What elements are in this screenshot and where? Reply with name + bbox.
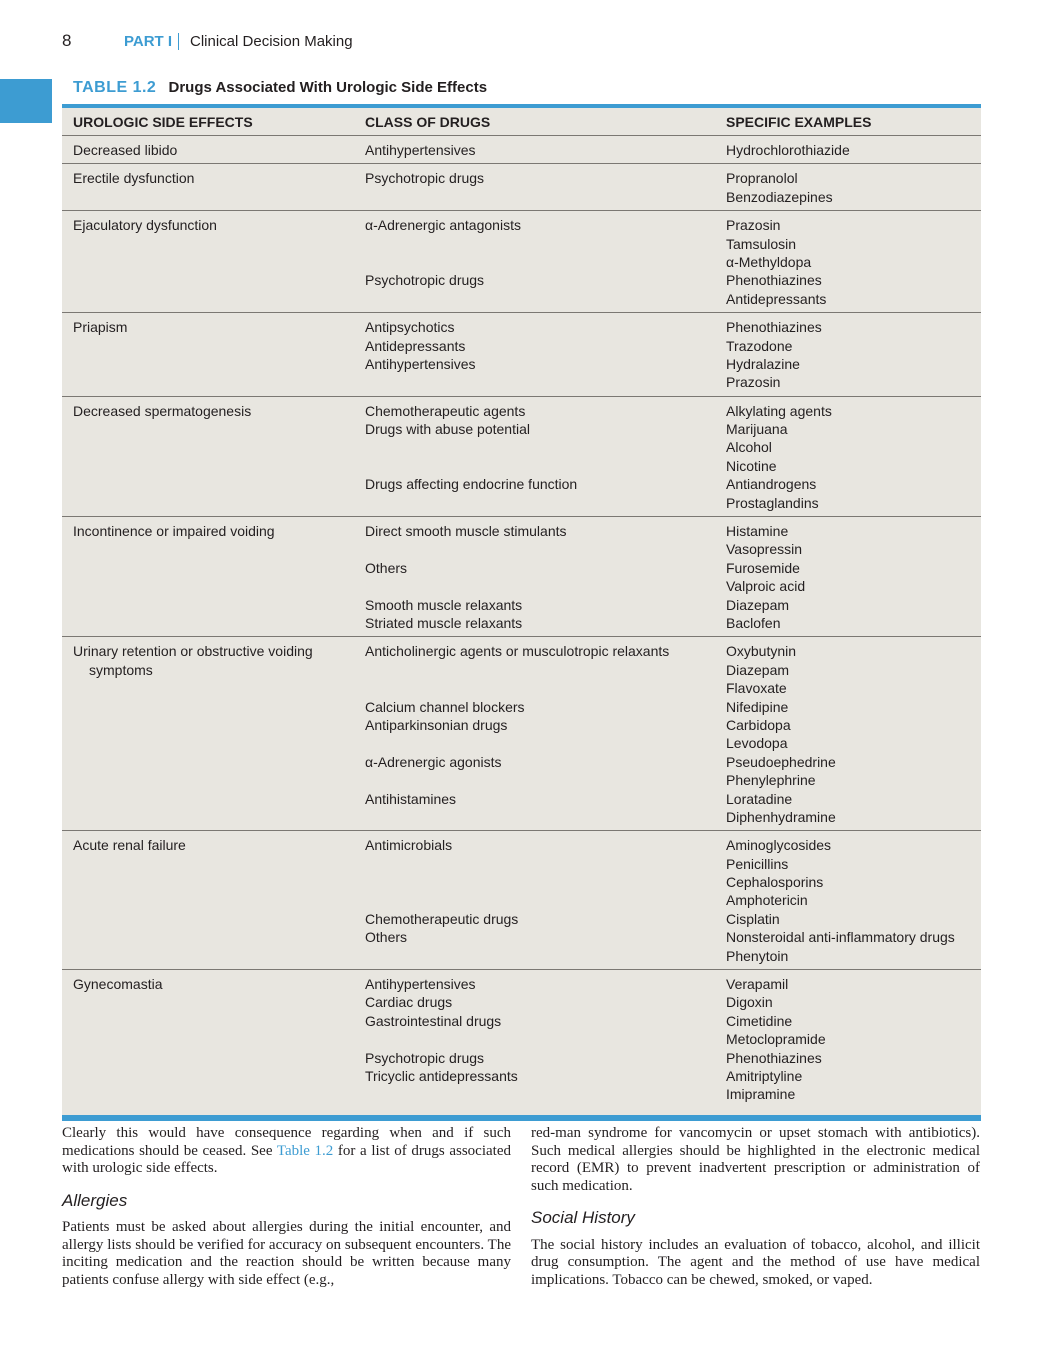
examples-cell-line: Phenytoin xyxy=(726,947,789,964)
drug-class-cell-line: Drugs with abuse potential xyxy=(365,421,530,438)
examples-cell xyxy=(715,836,981,965)
page-number: 8 xyxy=(62,31,72,50)
drug-class-cell-line xyxy=(365,808,715,826)
examples-cell-line: α-Methyldopa xyxy=(726,253,812,270)
effect-cell xyxy=(62,975,354,1104)
drug-class-cell-line xyxy=(365,734,715,752)
examples-cell-line: Nifedipine xyxy=(726,698,789,715)
drug-class-cell-line: Smooth muscle relaxants xyxy=(365,596,523,613)
examples-cell-line: Vasopressin xyxy=(726,541,803,558)
effect-cell-line: Priapism xyxy=(73,319,128,336)
table-row xyxy=(62,831,981,970)
effect-cell-line: Urinary retention or obstructive voiding xyxy=(73,643,313,660)
table-title: Drugs Associated With Urologic Side Effects xyxy=(168,79,488,96)
drug-class-cell-line xyxy=(365,855,715,873)
examples-cell-line: Valproic acid xyxy=(726,578,806,595)
drug-class-cell-line xyxy=(365,253,715,271)
examples-cell xyxy=(715,169,981,206)
drug-class-cell-line: Calcium channel blockers xyxy=(365,698,525,715)
drug-class-cell-line: Antipsychotics xyxy=(365,319,455,336)
right-text-column xyxy=(531,1125,980,1289)
examples-cell-line: Diphenhydramine xyxy=(726,808,836,825)
examples-cell-line: Amitriptyline xyxy=(726,1067,803,1084)
intro-text-end: for a list of drugs associated with urologic side effects. xyxy=(62,1142,511,1176)
drug-class-cell-line xyxy=(365,235,715,253)
drug-class-cell-line: Tricyclic antidepressants xyxy=(365,1067,518,1084)
examples-cell-line: Prazosin xyxy=(726,217,781,234)
effect-cell-line: Acute renal failure xyxy=(73,837,186,854)
drug-class-cell-line: Antidepressants xyxy=(365,337,466,354)
drug-class-cell-line xyxy=(365,891,715,909)
drug-class-cell-line: Others xyxy=(365,929,408,946)
drug-class-cell-line xyxy=(365,771,715,789)
examples-cell xyxy=(715,402,981,512)
effect-cell xyxy=(62,318,354,392)
drug-class-cell-line xyxy=(365,947,715,965)
examples-cell-line: Histamine xyxy=(726,523,789,540)
examples-cell-line: Phenylephrine xyxy=(726,772,816,789)
effect-cell-line: Decreased spermatogenesis xyxy=(73,402,252,419)
table-row xyxy=(62,397,981,517)
allergies-paragraph: Patients must be asked about allergies during the initial encounter, and allergy lists should be verified for accuracy on subsequent encounters. The inciting medication and the reaction should be written because many patients confuse allergy with side effect (e.g., xyxy=(62,1219,511,1288)
drug-class-cell-line xyxy=(365,457,715,475)
examples-cell-line: Verapamil xyxy=(726,976,789,993)
drug-class-cell-line xyxy=(365,438,715,456)
examples-cell-line: Phenothiazines xyxy=(726,319,822,336)
drug-class-cell xyxy=(354,216,715,308)
effect-cell-line: Erectile dysfunction xyxy=(73,170,195,187)
examples-cell-line: Cephalosporins xyxy=(726,874,824,891)
drug-class-cell-line xyxy=(365,661,715,679)
drug-class-cell-line: Drugs affecting endocrine function xyxy=(365,476,578,493)
table-reference-link[interactable]: Table 1.2 xyxy=(276,1142,334,1159)
table-header-row xyxy=(62,108,981,136)
table-row xyxy=(62,211,981,313)
examples-cell-line: Trazodone xyxy=(726,337,793,354)
effect-cell xyxy=(62,836,354,965)
drug-class-cell xyxy=(354,141,715,159)
examples-cell-line: Aminoglycosides xyxy=(726,837,832,854)
drug-class-cell-line: Antihypertensives xyxy=(365,355,476,372)
table-row xyxy=(62,164,981,211)
examples-cell xyxy=(715,141,981,159)
column-header-class: CLASS OF DRUGS xyxy=(365,113,491,130)
examples-cell-line: Penicillins xyxy=(726,855,789,872)
effect-cell-line: symptoms xyxy=(89,661,153,678)
examples-cell-line: Nicotine xyxy=(726,457,777,474)
examples-cell-line: Flavoxate xyxy=(726,680,787,697)
examples-cell-line: Oxybutynin xyxy=(726,643,797,660)
allergies-continued-paragraph: red-man syndrome for vancomycin or upset stomach with antibiotics). Such medical allergies should be highlighted in the electronic medical record (EMR) to prevent inadvertent prescription or administration of such medication. xyxy=(531,1125,980,1194)
examples-cell-line: Carbidopa xyxy=(726,716,791,733)
table-number: TABLE 1.2 xyxy=(73,79,157,96)
examples-cell-line: Benzodiazepines xyxy=(726,188,833,205)
drug-class-cell xyxy=(354,642,715,826)
table-row xyxy=(62,136,981,164)
drug-side-effects-table xyxy=(62,104,981,1121)
effect-cell xyxy=(62,169,354,206)
examples-cell-line: Pseudoephedrine xyxy=(726,753,836,770)
examples-cell xyxy=(715,216,981,308)
drug-class-cell-line xyxy=(365,540,715,558)
examples-cell-line: Imipramine xyxy=(726,1086,796,1103)
examples-cell xyxy=(715,522,981,632)
table-row xyxy=(62,313,981,397)
examples-cell-line: Cisplatin xyxy=(726,910,780,927)
drug-class-cell-line: Antihypertensives xyxy=(365,142,476,158)
column-header-examples: SPECIFIC EXAMPLES xyxy=(726,113,872,130)
header-divider xyxy=(178,33,179,50)
table-caption xyxy=(73,79,487,97)
drug-class-cell-line: Striated muscle relaxants xyxy=(365,614,523,631)
examples-cell-line: Levodopa xyxy=(726,735,788,752)
examples-cell xyxy=(715,642,981,826)
drug-class-cell xyxy=(354,402,715,512)
examples-cell-line: Marijuana xyxy=(726,421,788,438)
examples-cell-line: Prostaglandins xyxy=(726,494,819,511)
drug-class-cell-line xyxy=(365,1030,715,1048)
examples-cell-line: Furosemide xyxy=(726,559,800,576)
table-row xyxy=(62,517,981,637)
drug-class-cell-line: Psychotropic drugs xyxy=(365,170,485,187)
examples-cell-line: Prazosin xyxy=(726,374,781,391)
effect-cell xyxy=(62,402,354,512)
examples-cell-line: Digoxin xyxy=(726,994,773,1011)
examples-cell-line: Cimetidine xyxy=(726,1012,793,1029)
drug-class-cell-line: α-Adrenergic antagonists xyxy=(365,217,521,234)
section-title: Clinical Decision Making xyxy=(190,33,353,50)
social-history-heading: Social History xyxy=(531,1208,635,1227)
column-header-effects: UROLOGIC SIDE EFFECTS xyxy=(73,113,253,130)
effect-cell xyxy=(62,216,354,308)
drug-class-cell-line: Chemotherapeutic drugs xyxy=(365,910,519,927)
drug-class-cell-line xyxy=(365,873,715,891)
drug-class-cell-line xyxy=(365,188,715,206)
social-history-paragraph: The social history includes an evaluation of tobacco, alcohol, and illicit drug consumption. The agent and the method of use have medical implications. Tobacco can be chewed, smoked, or vaped. xyxy=(531,1236,980,1288)
effect-cell xyxy=(62,642,354,826)
drug-class-cell-line: Psychotropic drugs xyxy=(365,1049,485,1066)
drug-class-cell xyxy=(354,169,715,206)
examples-cell-line: Propranolol xyxy=(726,170,798,187)
part-label: PART I xyxy=(124,33,173,50)
examples-cell-line: Nonsteroidal anti-inflammatory drugs xyxy=(726,929,955,946)
drug-class-cell-line: Antihypertensives xyxy=(365,976,476,993)
examples-cell-line: Alcohol xyxy=(726,439,772,456)
examples-cell-line: Diazepam xyxy=(726,596,790,613)
drug-class-cell xyxy=(354,836,715,965)
drug-class-cell-line: Antihistamines xyxy=(365,790,457,807)
examples-cell-line: Phenothiazines xyxy=(726,272,822,289)
examples-cell-line: Antiandrogens xyxy=(726,476,817,493)
effect-cell-line: Decreased libido xyxy=(73,142,178,158)
drug-class-cell-line: α-Adrenergic agonists xyxy=(365,753,502,770)
examples-cell-line: Alkylating agents xyxy=(726,402,832,419)
drug-class-cell-line xyxy=(365,290,715,308)
drug-class-cell-line: Gastrointestinal drugs xyxy=(365,1012,502,1029)
drug-class-cell-line: Psychotropic drugs xyxy=(365,272,485,289)
table-row xyxy=(62,970,981,1108)
effect-cell-line: Ejaculatory dysfunction xyxy=(73,217,217,234)
table-body xyxy=(62,136,981,1108)
chapter-tab-marker xyxy=(0,79,52,123)
drug-class-cell xyxy=(354,975,715,1104)
drug-class-cell-line: Antimicrobials xyxy=(365,837,453,854)
allergies-heading: Allergies xyxy=(62,1190,128,1210)
drug-class-cell-line: Cardiac drugs xyxy=(365,994,453,1011)
drug-class-cell-line xyxy=(365,577,715,595)
examples-cell-line: Loratadine xyxy=(726,790,793,807)
examples-cell-line: Baclofen xyxy=(726,614,781,631)
drug-class-cell-line: Direct smooth muscle stimulants xyxy=(365,523,567,540)
drug-class-cell-line xyxy=(365,494,715,512)
examples-cell xyxy=(715,318,981,392)
examples-cell-line: Metoclopramide xyxy=(726,1031,826,1048)
examples-cell xyxy=(715,975,981,1104)
examples-cell-line: Antidepressants xyxy=(726,290,827,307)
examples-cell-line: Diazepam xyxy=(726,661,790,678)
drug-class-cell-line: Antiparkinsonian drugs xyxy=(365,716,508,733)
effect-cell xyxy=(62,522,354,632)
effect-cell-line: Gynecomastia xyxy=(73,976,163,993)
drug-class-cell-line: Anticholinergic agents or musculotropic relaxants xyxy=(365,643,670,660)
drug-class-cell-line xyxy=(365,679,715,697)
examples-cell-line: Hydralazine xyxy=(726,355,800,372)
left-text-column xyxy=(62,1125,511,1289)
drug-class-cell-line xyxy=(365,1085,715,1103)
drug-class-cell xyxy=(354,318,715,392)
effect-cell xyxy=(62,141,354,159)
table-row xyxy=(62,637,981,831)
examples-cell-line: Phenothiazines xyxy=(726,1049,822,1066)
drug-class-cell-line: Chemotherapeutic agents xyxy=(365,402,526,419)
drug-class-cell-line: Others xyxy=(365,559,408,576)
examples-cell-line: Hydrochlorothiazide xyxy=(726,142,850,158)
intro-paragraph xyxy=(62,1125,511,1178)
effect-cell-line: Incontinence or impaired voiding xyxy=(73,523,275,540)
examples-cell-line: Amphotericin xyxy=(726,892,808,909)
intro-text: Clearly this would have consequence regarding when and if such medications should be ceased. See xyxy=(62,1125,511,1159)
drug-class-cell-line xyxy=(365,373,715,391)
drug-class-cell xyxy=(354,522,715,632)
examples-cell-line: Tamsulosin xyxy=(726,235,797,252)
